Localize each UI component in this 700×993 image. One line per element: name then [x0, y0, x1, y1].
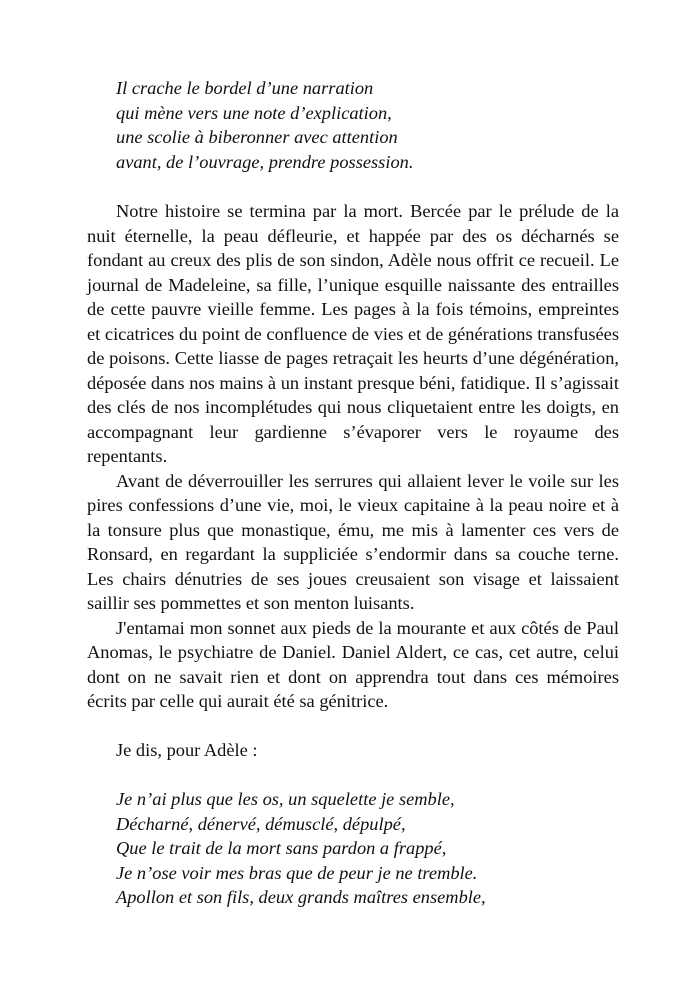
sonnet-line: Apollon et son fils, deux grands maîtres ensemble,: [116, 887, 486, 907]
paragraph: J'entamai mon sonnet aux pieds de la mourante et aux côtés de Paul Anomas, le psychiatre de Daniel. Daniel Aldert, ce cas, cet autre, celui dont on ne savait rien et dont on apprendra tout dans ces mémoires écrits par celle qui aurait été sa génitrice.: [87, 617, 619, 711]
epigraph-line: Il crache le bordel d’une narration: [116, 78, 374, 98]
paragraph: Avant de déverrouiller les serrures qui allaient lever le voile sur les pires confessions d’une vie, moi, le vieux capitaine à la peau noire et à la tonsure plus que monastique, ému, me mis à lamenter ces vers de Ronsard, en regardant la suppliciée s’endormir dans sa couche terne. Les chairs dénutries de ses joues creusaient son visage et laissaient saillir ses pommettes et son menton luisants.: [87, 470, 619, 613]
epigraph-line: avant, de l’ouvrage, prendre possession.: [116, 151, 414, 172]
sonnet-line: Décharné, dénervé, démusclé, dépulpé,: [116, 813, 406, 834]
epigraph: [116, 76, 636, 174]
body-text: [87, 199, 619, 714]
sonnet-line: Je n’ose voir mes bras que de peur je ne tremble.: [116, 862, 478, 883]
sonnet: [116, 787, 636, 910]
epigraph-line: qui mène vers une note d’explication,: [116, 102, 392, 123]
intro-line: Je dis, pour Adèle :: [116, 740, 258, 760]
sonnet-line: Que le trait de la mort sans pardon a frappé,: [116, 838, 447, 858]
paragraph: Notre histoire se termina par la mort. Bercée par le prélude de la nuit éternelle, la peau défleurie, et happée par des os décharnés se fondant au creux des plis de son sindon, Adèle nous offrit ce recueil. Le journal de Madeleine, sa fille, l’unique esquille naissante des entrailles de cette pauvre vieille femme. Les pages à la fois témoins, empreintes et cicatrices du point de confluence de vies et de générations transfusées de poisons. Cette liasse de pages retraçait les heurts d’une dégénération, déposée dans nos mains à un instant presque béni, fatidique. Il s’agissait des clés de nos incomplétudes qui nous cliquetaient entre les doigts, en accompagnant leur gardienne s’évaporer vers le royaume des repentants.: [87, 201, 619, 466]
sonnet-line: Je n’ai plus que les os, un squelette je semble,: [116, 789, 455, 809]
epigraph-line: une scolie à biberonner avec attention: [116, 127, 398, 147]
